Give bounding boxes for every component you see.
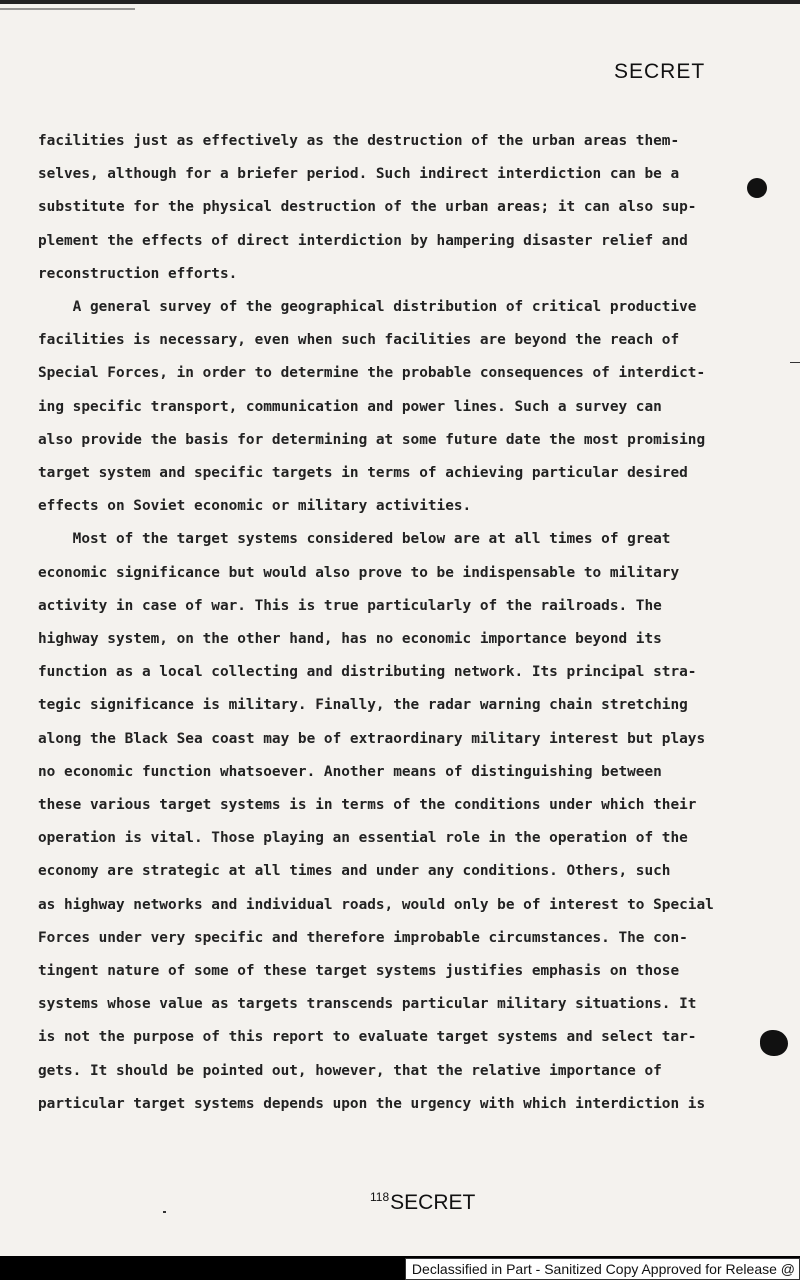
scan-speck bbox=[163, 1211, 166, 1213]
classification-header: SECRET bbox=[614, 60, 706, 83]
punch-hole-mark bbox=[747, 178, 767, 198]
text-line: Special Forces, in order to determine the probable consequences of interdict- bbox=[38, 365, 706, 382]
text-line: target system and specific targets in terms of achieving particular desired bbox=[38, 465, 688, 482]
text-line: systems whose value as targets transcends particular military situations. It bbox=[38, 996, 697, 1013]
margin-tick bbox=[790, 362, 800, 363]
text-line: is not the purpose of this report to evaluate target systems and select tar- bbox=[38, 1029, 697, 1046]
text-line: no economic function whatsoever. Another means of distinguishing between bbox=[38, 763, 662, 780]
page-top-edge bbox=[0, 0, 800, 4]
text-line: as highway networks and individual roads, would only be of interest to Special bbox=[38, 896, 714, 913]
text-line: tingent nature of some of these target systems justifies emphasis on those bbox=[38, 963, 680, 980]
text-line: economy are strategic at all times and under any conditions. Others, such bbox=[38, 863, 671, 880]
text-line: along the Black Sea coast may be of extraordinary military interest but plays bbox=[38, 730, 706, 747]
text-line: operation is vital. Those playing an essential role in the operation of the bbox=[38, 830, 688, 847]
text-line: also provide the basis for determining at some future date the most promising bbox=[38, 431, 706, 448]
text-line: gets. It should be pointed out, however, that the relative importance of bbox=[38, 1062, 662, 1079]
scan-marks bbox=[0, 8, 135, 10]
footer-classification bbox=[370, 1190, 475, 1215]
text-line: facilities is necessary, even when such facilities are beyond the reach of bbox=[38, 332, 680, 349]
text-line: function as a local collecting and distributing network. Its principal stra- bbox=[38, 664, 697, 681]
text-line: effects on Soviet economic or military activities. bbox=[38, 498, 472, 515]
text-line: activity in case of war. This is true particularly of the railroads. The bbox=[38, 597, 662, 614]
text-line: A general survey of the geographical distribution of critical productive bbox=[38, 299, 697, 316]
text-line: Most of the target systems considered below are at all times of great bbox=[38, 531, 671, 548]
declassification-stamp: Declassified in Part - Sanitized Copy Approved for Release @ bbox=[405, 1258, 800, 1280]
text-line: ing specific transport, communication and power lines. Such a survey can bbox=[38, 398, 662, 415]
text-line: facilities just as effectively as the destruction of the urban areas them- bbox=[38, 133, 680, 149]
footer-classification-label: SECRET bbox=[390, 1191, 476, 1214]
document-body bbox=[38, 125, 713, 1121]
text-line: reconstruction efforts. bbox=[38, 265, 238, 282]
text-line: Forces under very specific and therefore improbable circumstances. The con- bbox=[38, 929, 688, 946]
text-line: plement the effects of direct interdiction by hampering disaster relief and bbox=[38, 232, 688, 249]
text-line: particular target systems depends upon the urgency with which interdiction is bbox=[38, 1095, 706, 1112]
text-line: economic significance but would also prove to be indispensable to military bbox=[38, 564, 680, 581]
text-line: these various target systems is in terms of the conditions under which their bbox=[38, 797, 697, 814]
text-line: highway system, on the other hand, has no economic importance beyond its bbox=[38, 631, 662, 648]
page-number: 118 bbox=[370, 1190, 390, 1204]
text-line: substitute for the physical destruction of the urban areas; it can also sup- bbox=[38, 199, 697, 216]
punch-hole-mark bbox=[760, 1030, 788, 1056]
text-line: tegic significance is military. Finally, the radar warning chain stretching bbox=[38, 697, 688, 714]
text-line: selves, although for a briefer period. Such indirect interdiction can be a bbox=[38, 166, 680, 183]
